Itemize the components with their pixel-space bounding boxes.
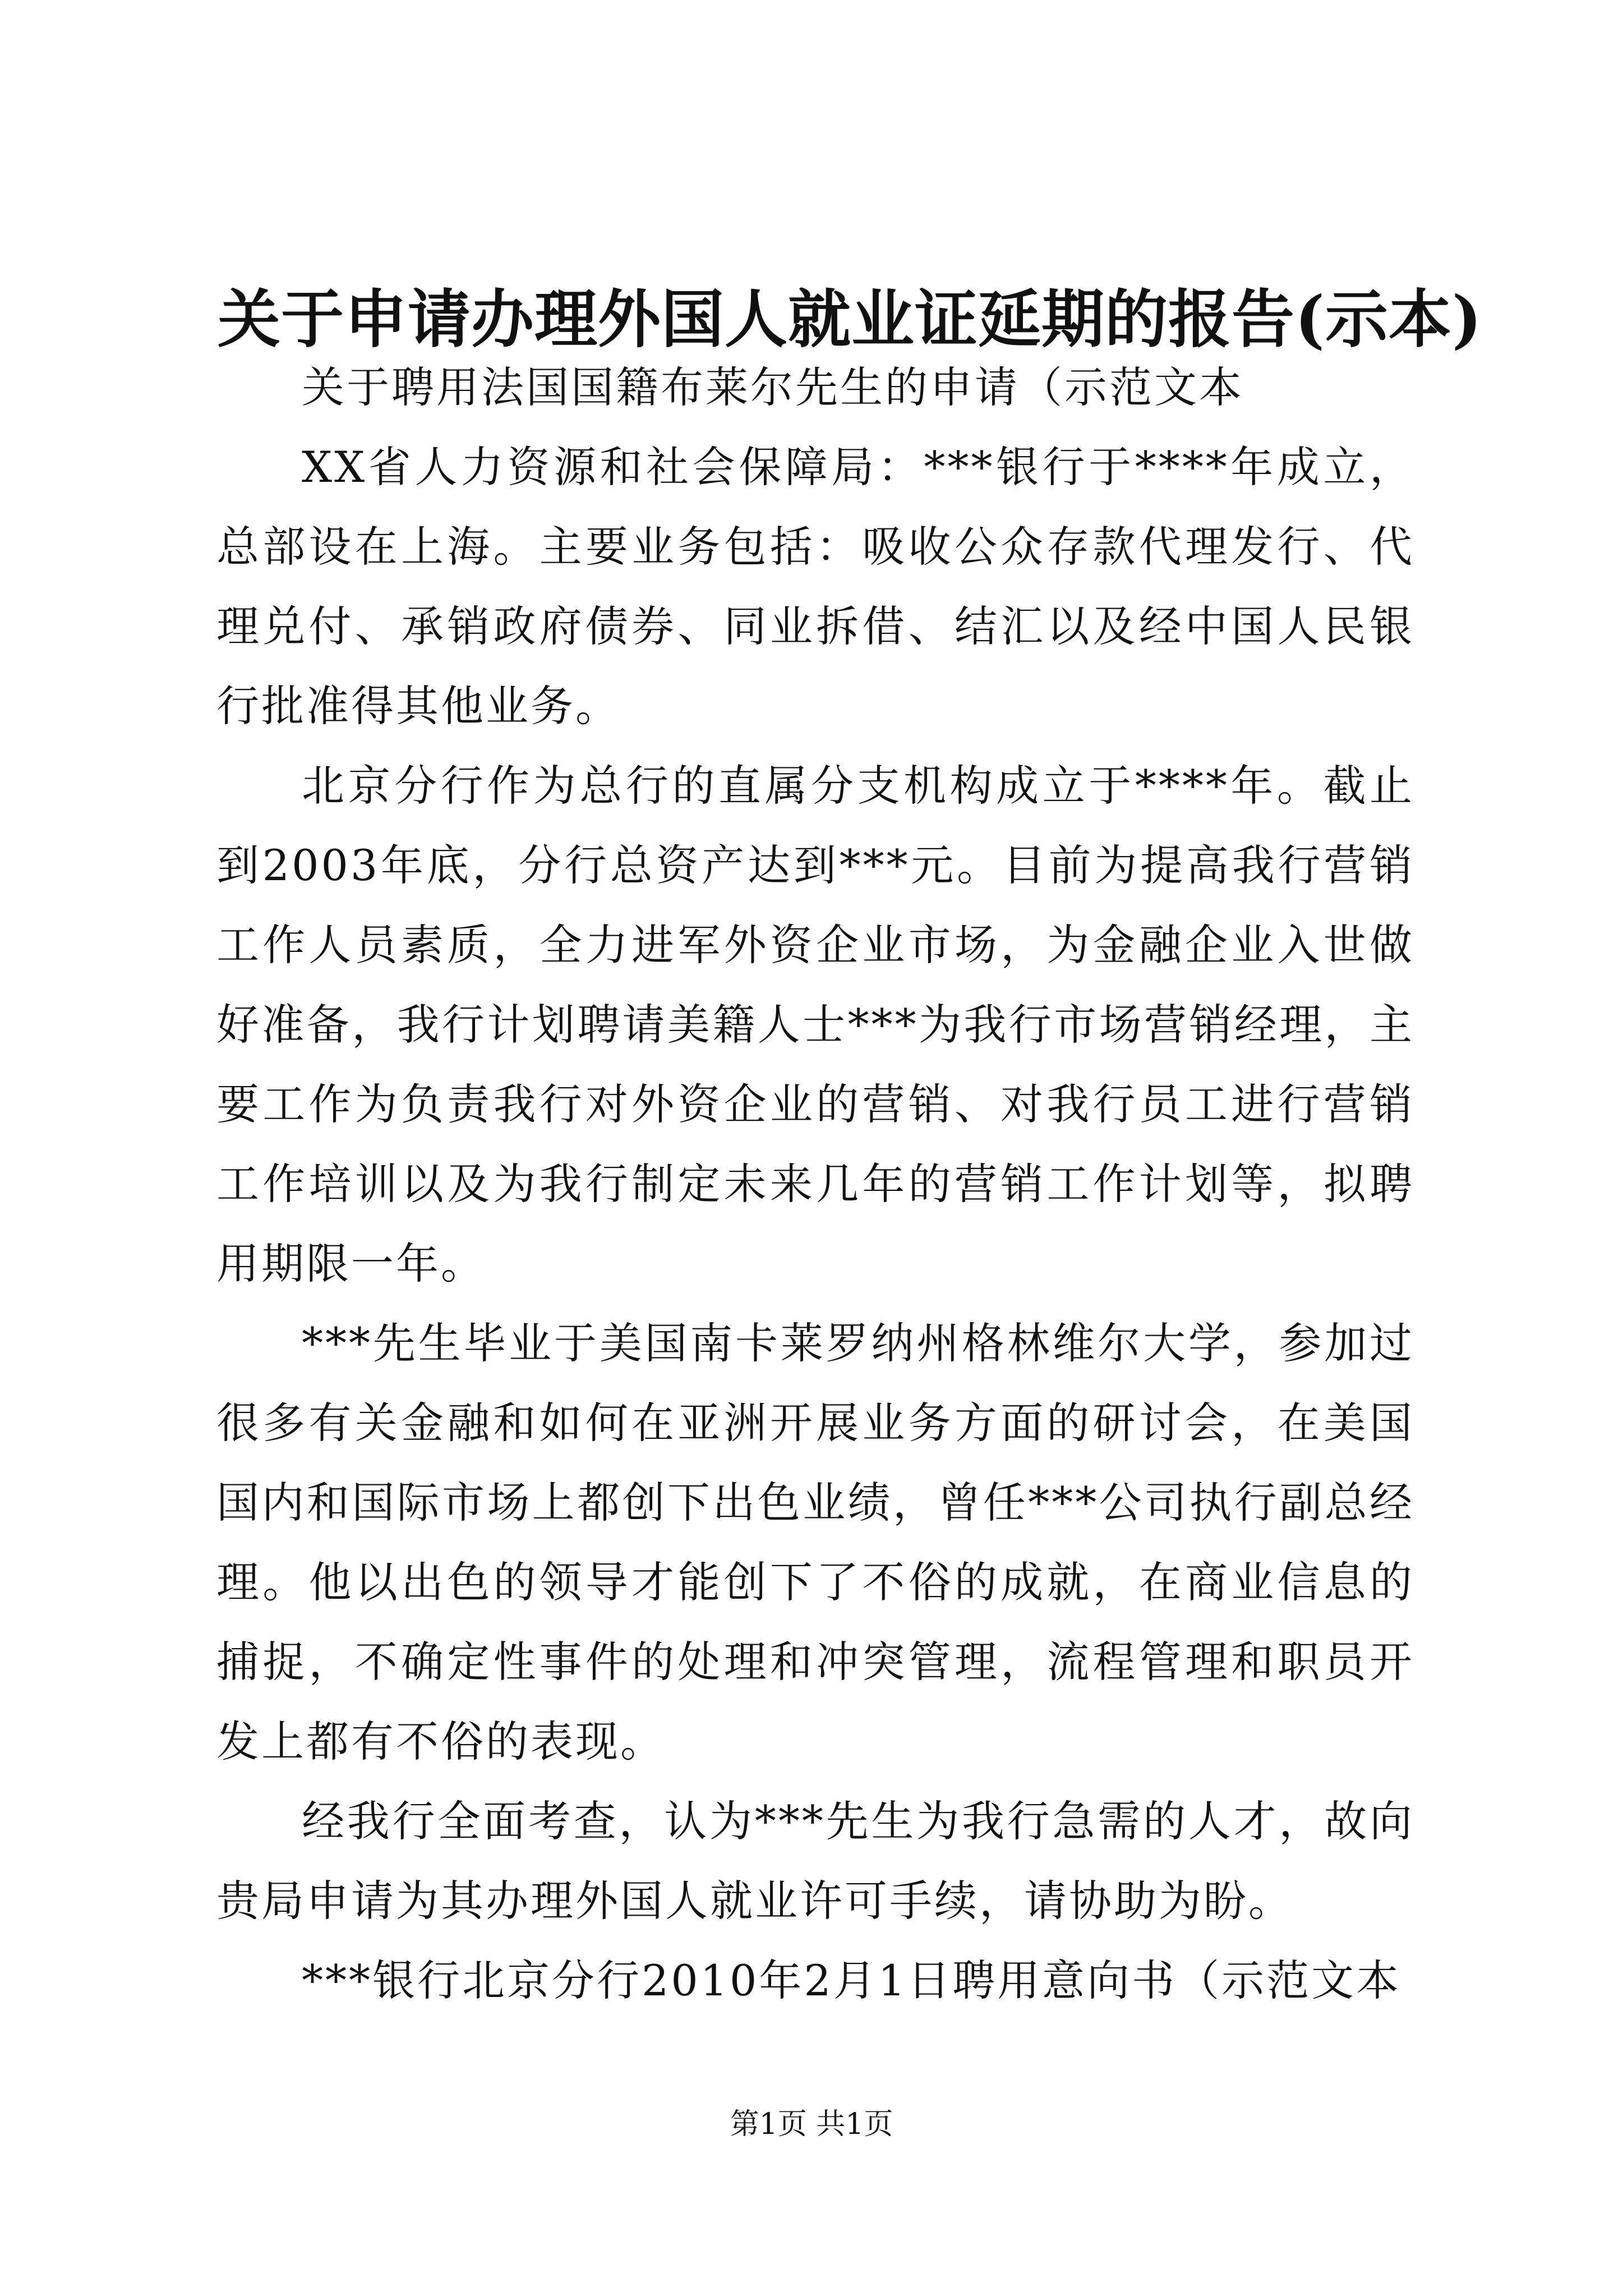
- paragraph-request: 经我行全面考查，认为***先生为我行急需的人才，故向贵局申请为其办理外国人就业许可手续，请协助为盼。: [216, 1796, 1414, 1926]
- paragraph-addressee-intro: XX省人力资源和社会保障局：***银行于****年成立，总部设在上海。主要业务包括：吸收公众存款代理发行、代理兑付、承销政府债券、同业拆借、结汇以及经中国人民银行批准得其他业务。: [216, 442, 1414, 731]
- document-title: 关于申请办理外国人就业证延期的报告(示本): [218, 283, 1482, 356]
- page-number-footer: 第1页 共1页: [730, 2108, 893, 2141]
- paragraph-branch-plan: 北京分行作为总行的直属分支机构成立于****年。截止到2003年底，分行总资产达到***元。目前为提高我行营销工作人员素质，全力进军外资企业市场，为金融企业入世做好准备，我行计划聘请美籍人士***为我行市场营销经理，主要工作为负责我行对外资企业的营销、对我行员工进行营销工作培训以及为我行制定未来几年的营销工作计划等，拟聘用期限一年。: [216, 761, 1414, 1289]
- document-body: [216, 348, 1414, 2021]
- paragraph-sender-date: ***银行北京分行2010年2月1日聘用意向书（示范文本: [302, 1955, 1401, 2005]
- paragraph-candidate-background: ***先生毕业于美国南卡莱罗纳州格林维尔大学，参加过很多有关金融和如何在亚洲开展业务方面的研讨会，在美国国内和国际市场上都创下出色业绩，曾任***公司执行副总经理。他以出色的领导才能创下了不俗的成就，在商业信息的捕捉，不确定性事件的处理和冲突管理，流程管理和职员开发上都有不俗的表现。: [216, 1318, 1414, 1766]
- paragraph-subject-line: 关于聘用法国国籍布莱尔先生的申请（示范文本: [302, 362, 1244, 412]
